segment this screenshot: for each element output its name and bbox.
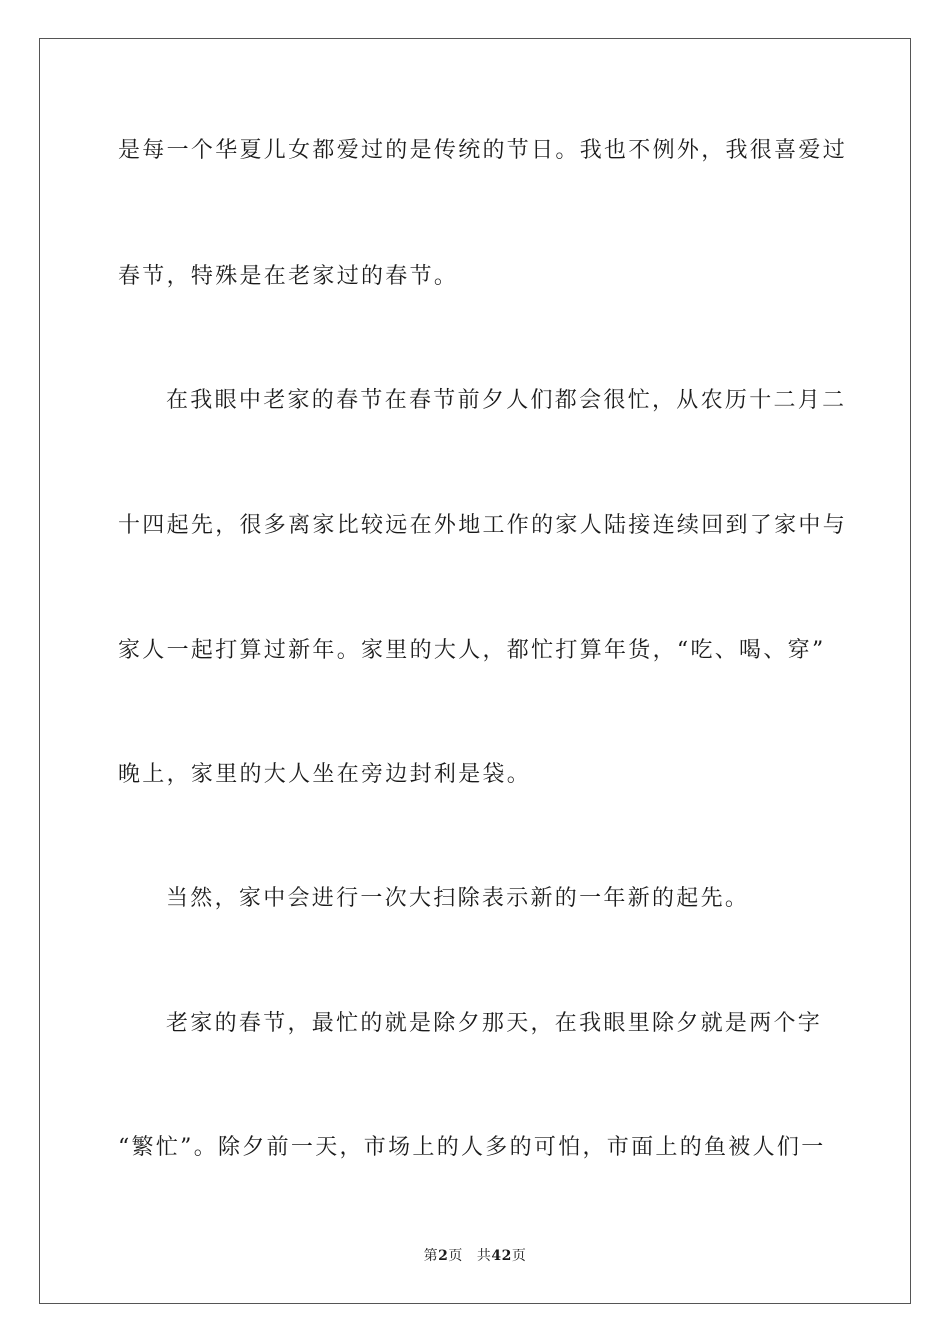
footer-total-prefix: 共 [476,1248,492,1264]
text-line-9: “繁忙”。除夕前一天，市场上的人多的可怕，市面上的鱼被人们一 [118,1135,826,1160]
footer-page-suffix: 页 [448,1248,463,1264]
footer-page-number: 2 [438,1248,449,1264]
page-footer [0,1247,950,1265]
text-line-2: 春节，特殊是在老家过的春节。 [118,264,459,289]
text-line-7: 当然，家中会进行一次大扫除表示新的一年新的起先。 [166,886,750,911]
text-line-6: 晚上，家里的大人坐在旁边封利是袋。 [118,762,532,787]
text-line-1: 是每一个华夏儿女都爱过的是传统的节日。我也不例外，我很喜爱过 [118,138,848,163]
footer-total-suffix: 页 [511,1248,527,1264]
text-line-8: 老家的春节，最忙的就是除夕那天，在我眼里除夕就是两个字 [166,1011,823,1036]
text-line-5: 家人一起打算过新年。家里的大人，都忙打算年货，“吃、喝、穿” [118,638,826,663]
page-border [39,38,911,1304]
footer-total-pages: 42 [491,1248,512,1264]
footer-page-prefix: 第 [423,1248,439,1264]
text-line-4: 十四起先，很多离家比较远在外地工作的家人陆接连续回到了家中与 [118,513,848,538]
text-line-3: 在我眼中老家的春节在春节前夕人们都会很忙，从农历十二月二 [166,388,847,413]
